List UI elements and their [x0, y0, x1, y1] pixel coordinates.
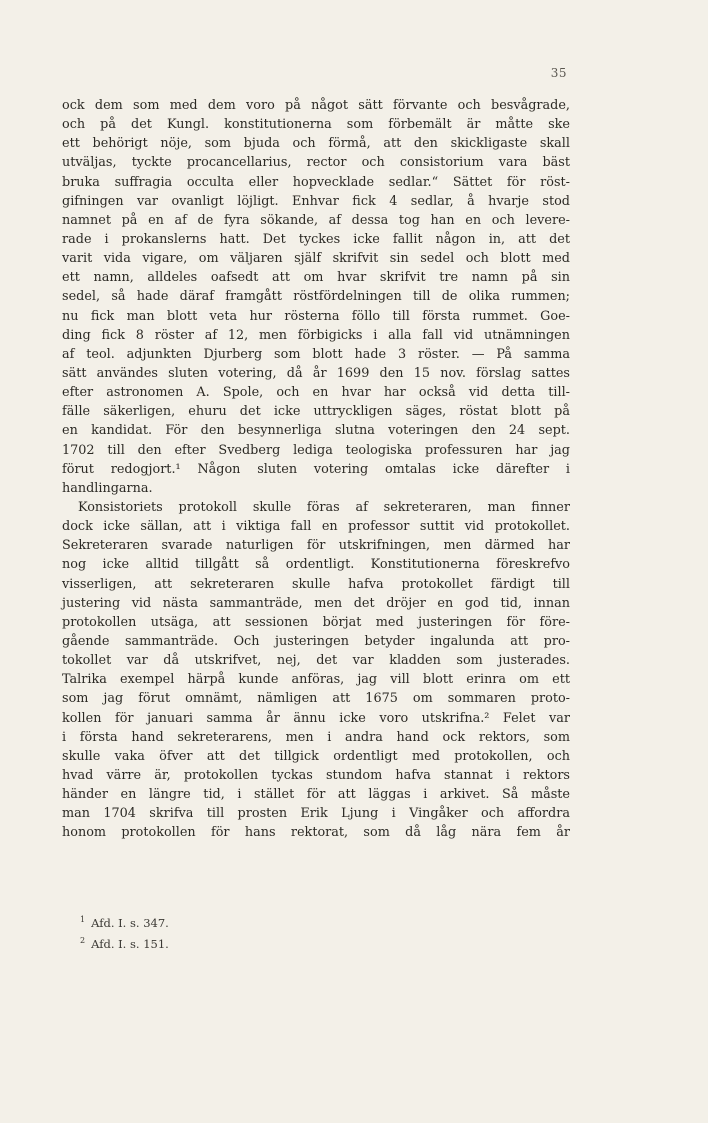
- text-line: som jag förut omnämt, nämligen att 1675 om sommaren proto-: [62, 691, 570, 707]
- text-line: kollen för januari samma år ännu icke voro utskrifna.² Felet var: [62, 710, 570, 726]
- text-line: nu fick man blott veta hur rösterna föllo till första rummet. Goe-: [62, 308, 570, 324]
- text-line: gifningen var ovanligt löjligt. Enhvar fick 4 sedlar, å hvarje stod: [62, 193, 570, 209]
- text-line: sätt användes sluten votering, då år 1699 den 15 nov. förslag sattes: [62, 365, 570, 381]
- text-line: en kandidat. För den besynnerliga slutna voteringen den 24 sept.: [62, 423, 570, 439]
- text-line: Talrika exempel härpå kunde anföras, jag vill blott erinra om ett: [62, 672, 570, 688]
- text-line: i första hand sekreterarens, men i andra hand ock rektors, som: [62, 729, 570, 745]
- text-line: Sekreteraren svarade naturligen för utskrifningen, men därmed har: [62, 538, 570, 554]
- text-line: gående sammanträde. Och justeringen betyder ingalunda att pro-: [62, 633, 570, 649]
- text-line: dock icke sällan, att i viktiga fall en professor suttit vid protokollet.: [62, 519, 570, 535]
- text-line: visserligen, att sekreteraren skulle hafva protokollet färdigt till: [62, 576, 570, 592]
- text-line: skulle vaka öfver att det tillgick ordentligt med protokollen, och: [62, 748, 570, 764]
- text-line: nog icke alltid tillgått så ordentligt. Konstitutionerna föreskrefvo: [62, 557, 570, 573]
- footnote: [80, 911, 169, 932]
- text-line: man 1704 skrifva till prosten Erik Ljung i Vingåker och affordra: [62, 806, 570, 822]
- text-line: 1702 till den efter Svedberg lediga teologiska professuren har jag: [62, 442, 570, 458]
- footnote-text: Afd. I. s. 151.: [91, 936, 169, 951]
- text-line: rade i prokanslerns hatt. Det tyckes icke fallit någon in, att det: [62, 231, 570, 247]
- text-line: af teol. adjunkten Djurberg som blott hade 3 röster. — På samma: [62, 346, 570, 362]
- text-line: ett behörigt nöje, som bjuda och förmå, att den skickligaste skall: [62, 136, 570, 152]
- text-line: ding fick 8 röster af 12, men förbigicks i alla fall vid utnämningen: [62, 327, 570, 343]
- text-line-paragraph-start: Konsistoriets protokoll skulle föras af sekreteraren, man finner: [78, 499, 570, 515]
- text-line: ock dem som med dem voro på något sätt förvante och besvågrade,: [62, 98, 570, 113]
- page-number: 35: [550, 66, 567, 80]
- text-line: honom protokollen för hans rektorat, som då låg nära fem år: [62, 825, 570, 841]
- text-line-paragraph-end: handlingarna.: [62, 480, 153, 496]
- text-line: namnet på en af de fyra sökande, af dessa tog han en och levere-: [62, 212, 570, 228]
- text-line: hvad värre är, protokollen tyckas stundom hafva stannat i rektors: [62, 767, 570, 783]
- footnotes: [80, 911, 169, 953]
- text-line: bruka suffragia occulta eller hopvecklade sedlar.“ Sättet för röst-: [62, 174, 570, 190]
- text-line: protokollen utsäga, att sessionen börjat med justeringen för före-: [62, 614, 570, 630]
- text-line: sedel, så hade däraf framgått röstfördelningen till de olika rummen;: [62, 289, 570, 305]
- text-line: justering vid nästa sammanträde, men det dröjer en god tid, innan: [62, 595, 570, 611]
- text-line: ett namn, alldeles oafsedt att om hvar skrifvit tre namn på sin: [62, 270, 570, 286]
- footnote: [80, 932, 169, 953]
- text-line: tokollet var då utskrifvet, nej, det var kladden som justerades.: [62, 653, 570, 669]
- text-line: förut redogjort.¹ Någon sluten votering omtalas icke därefter i: [62, 461, 570, 477]
- footnote-marker: 2: [80, 935, 86, 945]
- footnote-text: Afd. I. s. 347.: [91, 915, 169, 930]
- body-text: [62, 96, 570, 842]
- text-line: händer en längre tid, i stället för att läggas i arkivet. Så måste: [62, 787, 570, 803]
- text-line: utväljas, tyckte procancellarius, rector och consistorium vara bäst: [62, 155, 570, 171]
- text-line: efter astronomen A. Spole, och en hvar har också vid detta till-: [62, 385, 570, 401]
- text-line: och på det Kungl. konstitutionerna som förbemält är måtte ske: [62, 117, 570, 133]
- text-line: varit vida vigare, om väljaren själf skrifvit sin sedel och blott med: [62, 251, 570, 267]
- text-line: fälle säkerligen, ehuru det icke uttryckligen säges, röstat blott på: [62, 404, 570, 420]
- footnote-marker: 1: [80, 915, 86, 924]
